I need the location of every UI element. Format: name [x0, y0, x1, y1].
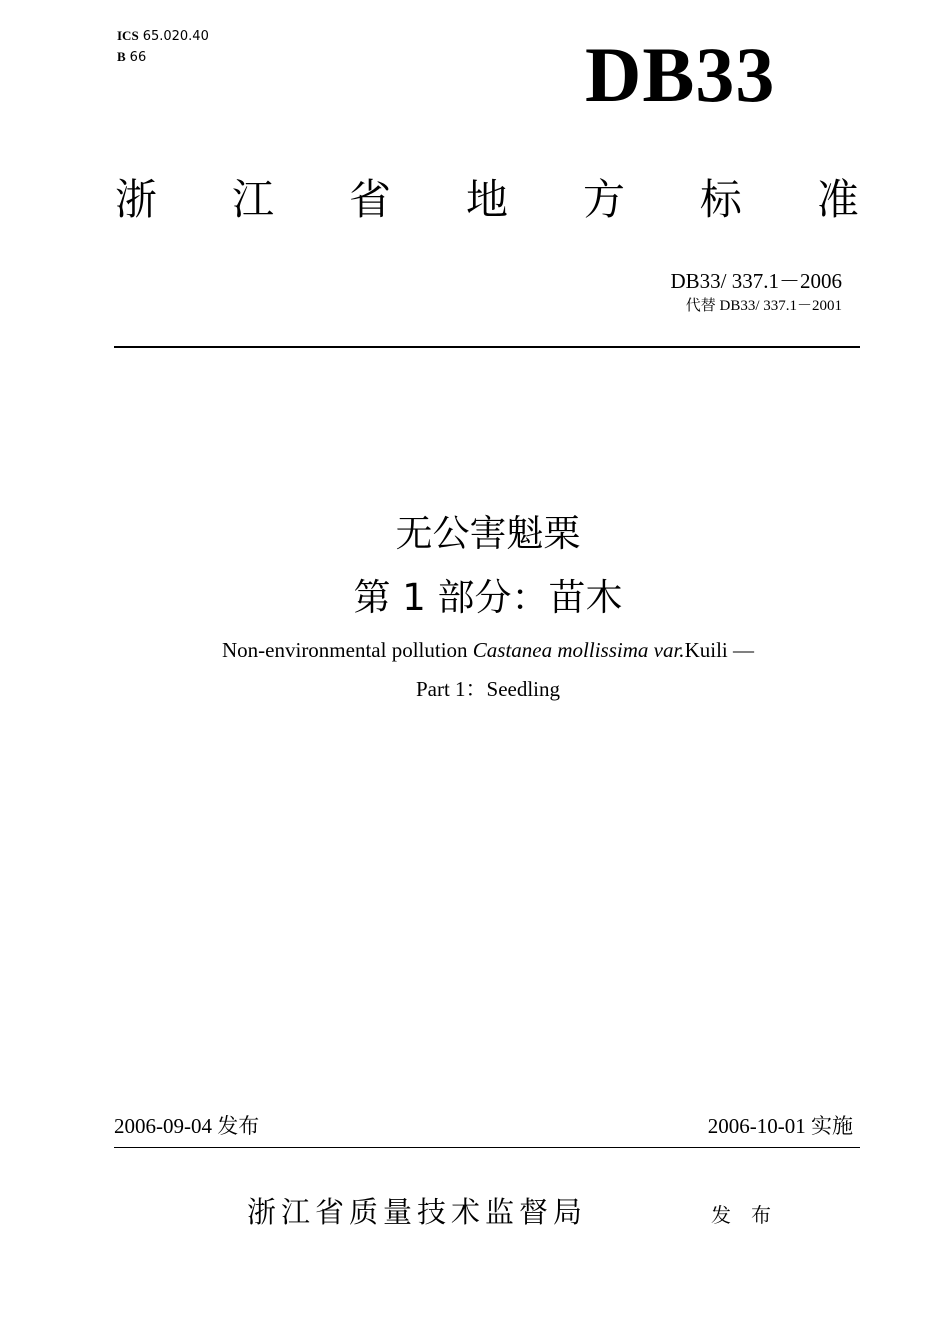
standard-type-char: 方	[582, 175, 625, 224]
standard-logo: DB33	[585, 31, 776, 118]
english-title-line1	[0, 636, 950, 664]
publish-date: 2006-09-04 发布	[114, 1114, 260, 1138]
ics-code: 65.020.40	[142, 29, 209, 44]
top-divider	[114, 346, 860, 348]
chinese-title-line2: 第 1 部分：苗木	[353, 576, 623, 619]
english-title-part-b: Kuili —	[684, 638, 754, 662]
issue-label: 发布	[711, 1203, 791, 1227]
standard-type-title	[115, 170, 859, 230]
ics-line	[117, 26, 209, 47]
english-title-part-a: Non-environmental pollution	[222, 638, 473, 662]
standard-type-char: 省	[348, 175, 391, 224]
chinese-title-line1: 无公害魁栗	[395, 512, 581, 555]
standard-type-char: 准	[816, 175, 859, 224]
ccs-label: B	[117, 49, 126, 64]
replaces-standard: 代替 DB33/ 337.1－2001	[685, 298, 842, 314]
bottom-divider	[114, 1147, 860, 1148]
ics-label: ICS	[117, 28, 139, 43]
standard-type-char: 浙	[115, 175, 158, 224]
ccs-line	[117, 47, 209, 68]
implement-date: 2006-10-01 实施	[707, 1114, 853, 1138]
english-title-scientific-name: Castanea mollissima var.	[472, 638, 685, 662]
ccs-code: 66	[129, 50, 147, 65]
english-title-line2: Part 1：Seedling	[415, 677, 561, 701]
ics-classification	[117, 26, 209, 68]
standard-number: DB33/ 337.1－2006	[670, 269, 842, 293]
standard-type-char: 江	[231, 175, 274, 224]
standard-type-char: 标	[699, 175, 742, 224]
standard-type-char: 地	[465, 175, 508, 224]
issuing-authority: 浙江省质量技术监督局	[247, 1195, 588, 1229]
